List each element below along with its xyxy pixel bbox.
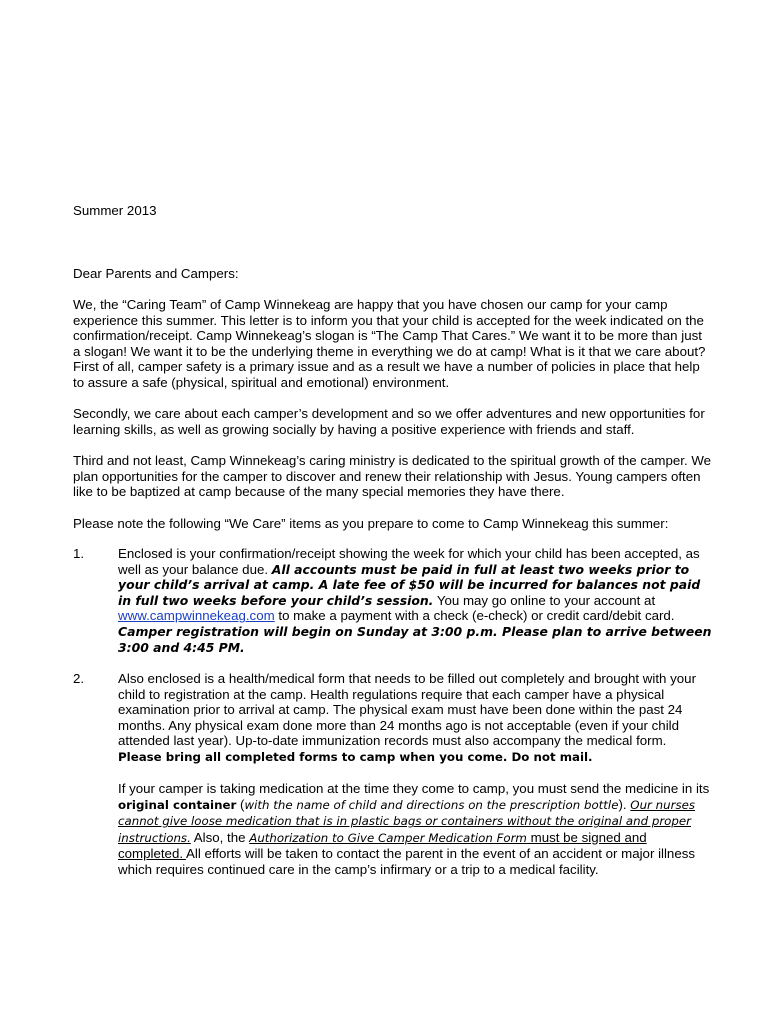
note-paragraph: Please note the following “We Care” items as you prepare to come to Camp Winnekeag this summer:: [73, 516, 669, 531]
list-item-number: 2.: [73, 671, 85, 686]
salutation: Dear Parents and Campers:: [73, 266, 239, 281]
intro-paragraph: We, the “Caring Team” of Camp Winnekeag are happy that you have chosen our camp for your camp experience this summer. This letter is to inform you that your child is accepted for the week indicated on the confirmation/receipt. Camp Winnekeag’s slogan is “The Camp That Cares.” We want it to be more than just a slogan! We want it to be the underlying theme in everything we do at camp! What is it that we care about? First of all, camper safety is a primary issue and as a result we have a number of policies in place that help to assure a safe (physical, spiritual and emotional) environment.: [73, 297, 706, 390]
payment-deadline-notice: All accounts must be paid in full at least two weeks prior to your child’s arrival at camp. A late fee of $50 will be incurred for balances not paid in full two weeks before your child’s session.: [118, 561, 701, 608]
medication-form-name: Authorization to Give Camper Medication Form: [249, 830, 527, 845]
list-item-2-text: Also enclosed is a health/medical form that needs to be filled out completely and brought with your child to registration at the camp. Health regulations require that each camper have a physical examination prior to arrival at camp. The physical exam must have been done within the past 24 months. Any physical exam done more than 24 months ago is not acceptable (even if your child attended last year). Up-to-date immunization records must also accompany the medical form. Please bring all completed forms to camp when you come. Do not mail.: [118, 671, 697, 764]
loose-medication-notice: Our nurses cannot give loose medication that is in plastic bags or containers without the original and proper instructions.: [118, 797, 696, 845]
camp-website-link[interactable]: www.campwinnekeag.com: [118, 608, 275, 624]
list-item-number: 1.: [73, 546, 85, 561]
second-paragraph: Secondly, we care about each camper’s development and so we offer adventures and new opportunities for learning skills, as well as growing socially by having a positive experience with friends and staff.: [73, 406, 705, 437]
medication-paragraph: If your camper is taking medication at the time they come to camp, you must send the medicine in its original container (with the name of child and directions on the prescription bottle). Our nurses cannot give loose medication that is in plastic bags or containers without the original and proper instructions. Also, the Authorization to Give Camper Medication Form must be signed and completed. All efforts will be taken to contact the parent in the event of an accident or major illness which requires continued care in the camp’s infirmary or a trip to a medical facility.: [118, 781, 710, 877]
registration-time-notice: Camper registration will begin on Sunday at 3:00 p.m. Please plan to arrive between 3:00 and 4:45 PM.: [118, 623, 712, 655]
bring-forms-notice: Please bring all completed forms to camp when you come. Do not mail.: [118, 749, 593, 764]
letter-date: Summer 2013: [73, 203, 157, 218]
list-item-1-text: Enclosed is your confirmation/receipt showing the week for which your child has been accepted, as well as your balance due. All accounts must be paid in full at least two weeks prior to your child’s arrival at camp. A late fee of $50 will be incurred for balances not paid in full two weeks before your child’s session. You may go online to your account at www.campwinnekeag.com to make a payment with a check (e-check) or credit card/debit card. Camper registration will begin on Sunday at 3:00 p.m. Please plan to arrive between 3:00 and 4:45 PM.: [118, 546, 712, 655]
third-paragraph: Third and not least, Camp Winnekeag’s caring ministry is dedicated to the spiritual growth of the camper. We plan opportunities for the camper to discover and renew their relationship with Jesus. Young campers often like to be baptized at camp because of the many special memories they have there.: [73, 453, 712, 500]
